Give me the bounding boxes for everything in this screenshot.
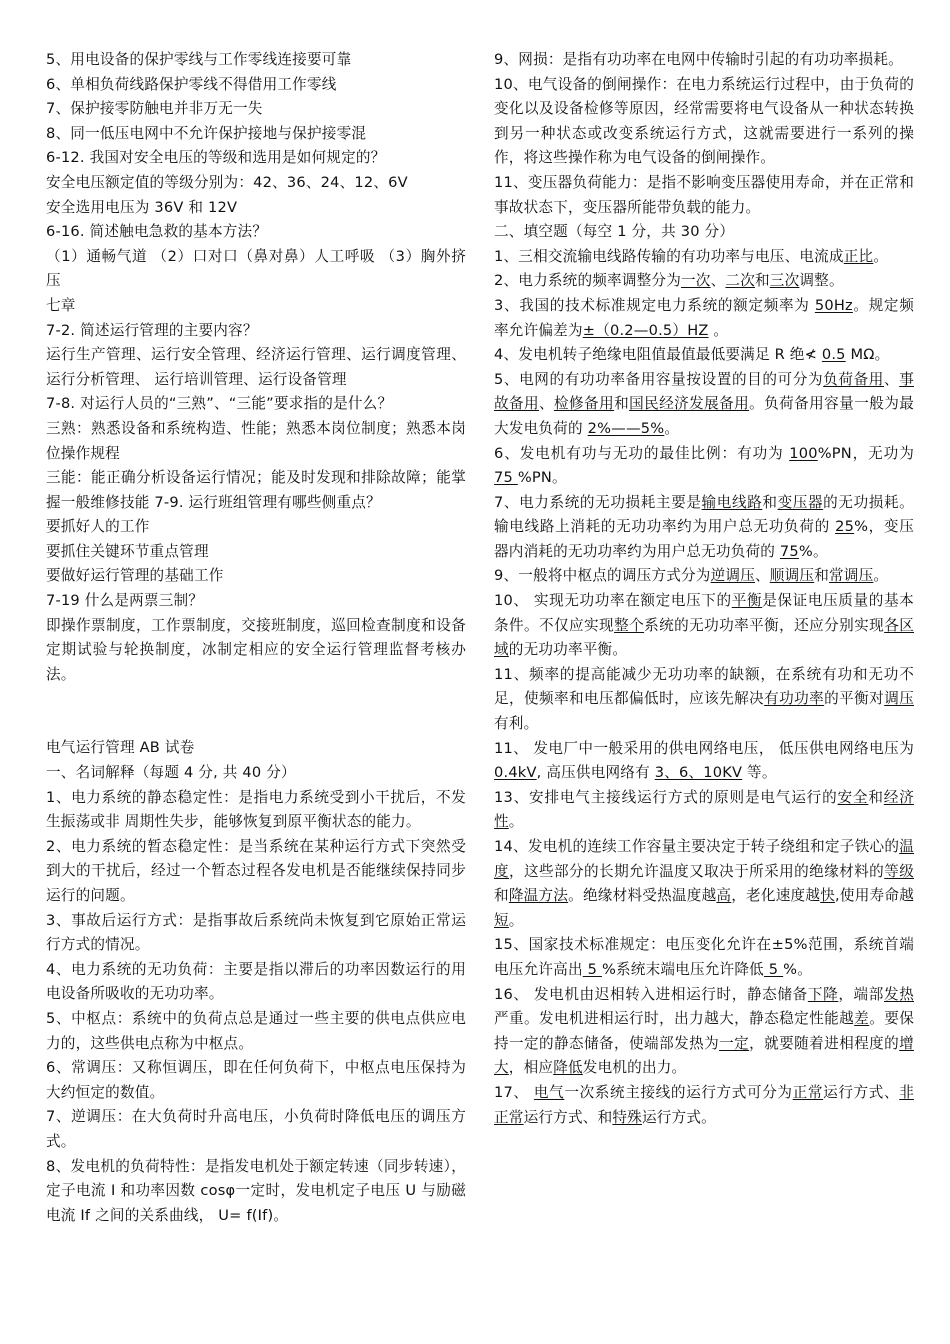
text-run: 3、我国的技术标准规定电力系统的额定频率为: [494, 296, 815, 314]
text-run: 的无功损耗。输电线路上消耗的无功功率约为用户总无功负荷的: [494, 493, 914, 536]
answer-blank: 安全: [837, 788, 869, 806]
text-run: 4、发电机转子绝缘电阻值最值最低要满足 R 绝≮: [494, 346, 822, 364]
left-paragraph: 3、事故后运行方式：是指事故后系统尚未恢复到它原始正常运行方式的情况。: [46, 911, 466, 954]
answer-blank: 75: [494, 469, 518, 487]
text-run: 1、三相交流输电线路传输的有功功率与电压、电流成: [494, 247, 844, 265]
text-run: ，这些部分的长期允许温度又取决于所采用的绝缘材料的: [509, 862, 885, 880]
text-run: 。: [508, 813, 524, 831]
answer-blank: 正比: [843, 247, 874, 265]
right-paragraph: [494, 343, 914, 368]
left-paragraph: 8、同一低压电网中不允许保护接地与保护接零混: [46, 124, 367, 142]
right-paragraph: [494, 220, 914, 245]
text-run: 。要保持一定的静态储备，使端部发热为: [494, 1010, 914, 1052]
answer-blank: 各区域: [494, 616, 914, 659]
right-paragraph: [494, 589, 914, 663]
left-paragraph: 七章: [46, 296, 76, 314]
answer-blank: 国民经济发展备用: [629, 395, 750, 413]
text-run: 6、发电机有功与无功的最佳比例：有功为: [494, 444, 790, 462]
answer-blank: 正常: [792, 1083, 824, 1101]
left-paragraph: 5、中枢点：系统中的负荷点总是通过一些主要的供电点供应电力的，这些供电点称为中枢点。: [46, 1009, 466, 1052]
right-paragraph: [494, 564, 914, 589]
text-run: 和: [614, 395, 630, 413]
text-run: 。: [708, 321, 729, 339]
answer-blank: 负荷备用: [823, 370, 884, 388]
text-run: ，相应: [508, 1059, 554, 1077]
answer-blank: 调压: [884, 690, 914, 708]
left-paragraph: 6、单相负荷线路保护零线不得借用工作零线: [46, 75, 337, 93]
answer-blank: 一次: [681, 272, 711, 290]
text-run: 、: [710, 272, 726, 290]
answer-blank: 发热: [883, 985, 914, 1003]
left-paragraph: 6-16. 简述触电急救的基本方法？: [46, 223, 268, 241]
text-run: ，就要随着进相程度的: [749, 1034, 900, 1052]
left-paragraph: 6-12. 我国对安全电压的等级和选用是如何规定的？: [46, 149, 386, 167]
left-paragraph: 1、电力系统的静态稳定性：是指电力系统受到小干扰后，不发生振荡或非 周期性失步，能够恢复到原平衡状态的能力。: [46, 788, 466, 831]
answer-blank: 100: [789, 444, 818, 462]
left-paragraph: 安全选用电压为 36V 和 12V: [46, 198, 238, 216]
left-paragraph: 一、名词解释（每题 4 分, 共 40 分）: [46, 764, 296, 782]
answer-blank: 有功功率: [764, 690, 825, 708]
left-paragraph: 电气运行管理 AB 试卷: [46, 739, 195, 757]
text-run: 13、安排电气主接线运行方式的原则是电气运行的: [494, 788, 838, 806]
text-run: 10、 实现无功功率在额定电压下的: [494, 592, 732, 610]
text-run: 14、发电机的连续工作容量主要决定于转子绕组和定子铁心的: [494, 838, 900, 855]
right-paragraph: [494, 245, 914, 270]
left-paragraph: 5、用电设备的保护零线与工作零线连接要可靠: [46, 51, 352, 68]
answer-blank: 非正常: [494, 1083, 914, 1126]
text-run: 有利。: [494, 715, 539, 733]
text-run: 严重。发电机进相运行时，出力越大，静态稳定性能越: [494, 1010, 855, 1028]
text-run: 的无功功率平衡。: [508, 641, 628, 659]
text-run: 运行方式。: [641, 1108, 716, 1126]
text-run: 运行方式、和: [523, 1108, 613, 1126]
left-paragraph: 要做好运行管理的基础工作: [46, 567, 224, 585]
text-run: 和: [762, 493, 778, 511]
answer-blank: 三次: [769, 272, 800, 290]
text-run: 一次系统主接线的运行方式可分为: [564, 1083, 793, 1101]
text-run: 、: [884, 370, 900, 388]
right-paragraph: [494, 786, 914, 835]
left-paragraph: 三熟：熟悉设备和系统构造、性能；熟悉本岗位制度；熟悉本岗位操作规程: [46, 419, 466, 462]
answer-blank: 特殊: [612, 1108, 642, 1126]
answer-blank: 25: [835, 518, 855, 536]
left-paragraph: 8、发电机的负荷特性：是指发电机处于额定转速（同步转速），定子电流 I 和功率因数 cosφ一定时，发电机定子电压 U 与励磁电流 If 之间的关系曲线， U= f(If)。: [46, 1157, 466, 1224]
text-run: 、: [539, 395, 555, 413]
answer-blank: 整个: [614, 616, 645, 634]
answer-blank: 经济性: [494, 788, 915, 831]
left-paragraph: 要抓住关键环节重点管理: [46, 542, 209, 560]
answer-blank: 常调压: [828, 567, 874, 585]
text-run: 。: [873, 567, 889, 585]
text-run: 11、变压器负荷能力：是指不影响变压器使用寿命，并在正常和事故状态下，变压器所能带负载的能力。: [494, 173, 914, 216]
answer-blank: 差: [854, 1010, 870, 1028]
right-column: [494, 48, 914, 1130]
text-run: 调整。: [799, 272, 844, 290]
left-paragraph: 7-19 什么是两票三制？: [46, 592, 204, 610]
section-gap: [46, 687, 466, 736]
right-paragraph: [494, 983, 914, 1081]
text-run: 。: [664, 419, 680, 437]
left-paragraph: 运行生产管理、运行安全管理、经济运行管理、运行调度管理、运行分析管理、 运行培训管理、运行设备管理: [46, 346, 466, 388]
left-paragraph: 7-8. 对运行人员的“三熟”、“三能”要求指的是什么？: [46, 395, 393, 413]
text-run: 是保证电压质量的基本条件。不仅应实现: [494, 592, 914, 634]
text-run: 和: [814, 567, 829, 585]
right-paragraph: [494, 269, 914, 294]
left-paragraph: 即操作票制度，工作票制度，交接班制度，巡回检查制度和设备定期试验与轮换制度，冰制定相应的安全运行管理监督考核办法。: [46, 616, 466, 683]
answer-blank: 电气: [533, 1083, 565, 1101]
right-paragraph: [494, 171, 914, 220]
answer-blank: 快: [820, 887, 836, 905]
text-run: MΩ。: [845, 346, 890, 364]
text-run: ，端部: [838, 985, 884, 1003]
answer-blank: 2%——5%: [587, 419, 665, 437]
answer-blank: 一定: [719, 1034, 750, 1052]
answer-blank: 增大: [494, 1034, 914, 1077]
answer-blank: 3、6、10KV: [654, 764, 743, 782]
text-run: 9、一般将中枢点的调压方式分为: [494, 567, 711, 585]
answer-blank: 顺调压: [769, 567, 815, 585]
left-paragraph: 6、常调压：又称恒调压，即在任何负荷下，中枢点电压保持为大约恒定的数值。: [46, 1059, 466, 1101]
answer-blank: 温度: [494, 838, 914, 880]
answer-blank: 降低: [553, 1059, 583, 1077]
text-run: 。规定频率允许偏差为: [494, 296, 914, 339]
text-run: %PN，无功为: [817, 444, 914, 462]
text-run: 的平衡对: [824, 690, 885, 708]
answer-blank: 5: [582, 960, 602, 978]
text-run: 和: [755, 272, 770, 290]
answer-blank: 等级: [884, 862, 914, 880]
right-paragraph: [494, 491, 914, 565]
text-run: 11、 发电厂中一般采用的供电网络电压， 低压供电网络电压为: [494, 739, 914, 757]
text-run: , 高压供电网络有: [536, 764, 655, 782]
right-paragraph: [494, 48, 914, 73]
answer-blank: 平衡: [731, 592, 763, 610]
left-paragraph: （1）通畅气道 （2）口对口（鼻对鼻）人工呼吸 （3）胸外挤压: [46, 247, 466, 290]
answer-blank: 0.5: [821, 346, 846, 364]
left-paragraph: 7、保护接零防触电并非万无一失: [46, 100, 263, 118]
text-run: 。: [873, 247, 889, 265]
right-paragraph: [494, 294, 914, 343]
answer-blank: 输电线路: [701, 493, 763, 511]
left-paragraph: 2、电力系统的暂态稳定性：是当系统在某种运行方式下突然受到大的干扰后，经过一个暂态过程各发电机是否能继续保持同步运行的问题。: [46, 837, 466, 904]
answer-blank: 0.4kV: [494, 764, 537, 782]
text-run: ，老化速度越: [731, 887, 821, 905]
right-paragraph: [494, 737, 914, 786]
text-run: %，变压器内消耗的无功功率约为用户总无功负荷的: [494, 518, 914, 560]
left-paragraph: 7、逆调压：在大负荷时升高电压，小负荷时降低电压的调压方式。: [46, 1108, 466, 1150]
left-paragraph: 4、电力系统的无功负荷：主要是指以滞后的功率因数运行的用电设备所吸收的无功功率。: [46, 960, 466, 1003]
right-paragraph: [494, 442, 914, 491]
answer-blank: 高: [716, 887, 732, 905]
answer-blank: ±（0.2—0.5）HZ: [582, 321, 709, 339]
answer-blank: 50Hz: [814, 296, 853, 314]
answer-blank: 降温方法: [508, 887, 569, 905]
text-run: 运行方式、: [823, 1083, 900, 1101]
answer-blank: 二次: [725, 272, 755, 290]
text-run: %PN。: [517, 469, 567, 487]
text-run: ,使用寿命越: [835, 887, 914, 905]
right-paragraph: [494, 835, 914, 933]
text-run: 二、填空题（每空 1 分，共 30 分）: [494, 223, 735, 241]
text-run: 9、网损：是指有功功率在电网中传输时引起的有功功率损耗。: [494, 51, 903, 68]
text-run: 15、国家技术标准规定：电压变化允许在±5%范围，系统首端电压允许高出: [494, 936, 914, 978]
text-run: 等。: [742, 764, 777, 782]
text-run: 和: [868, 788, 884, 806]
answer-blank: 短: [494, 911, 509, 929]
text-run: 7、电力系统的无功损耗主要是: [494, 493, 702, 511]
text-run: 17、: [494, 1083, 534, 1101]
answer-blank: 事故备用: [494, 370, 915, 413]
text-run: 、: [755, 567, 770, 585]
right-paragraph: [494, 73, 914, 171]
right-paragraph: [494, 368, 914, 442]
text-run: %。: [783, 960, 812, 978]
answer-blank: 下降: [807, 985, 839, 1003]
text-run: %。: [798, 542, 828, 560]
left-paragraph: 三能：能正确分析设备运行情况；能及时发现和排除故障；能掌握一般维修技能 7-9. 运行班组管理有哪些侧重点？: [46, 469, 466, 511]
right-paragraph: [494, 663, 914, 737]
text-run: 10、电气设备的倒闸操作：在电力系统运行过程中，由于负荷的变化以及设备检修等原因，经常需要将电气设备从一种状态转换到另一种状态或改变系统运行方式，这就需要进行一系列的操作，将这些操作称为电气设备的倒闸操作。: [494, 75, 914, 167]
left-paragraph: 要抓好人的工作: [46, 518, 150, 536]
text-run: 。: [508, 911, 524, 929]
text-run: 11、频率的提高能减少无功功率的缺额，在系统有功和无功不足，使频率和电压都偏低时，应该先解决: [494, 665, 914, 708]
left-paragraph: 7-2. 简述运行管理的主要内容？: [46, 321, 258, 339]
text-run: 。负荷备用容量一般为最大发电负荷的: [494, 395, 915, 437]
text-run: 发电机的出力。: [582, 1059, 687, 1077]
answer-blank: 75: [779, 542, 799, 560]
right-paragraph: [494, 933, 914, 982]
text-run: 2、电力系统的频率调整分为: [494, 272, 682, 290]
left-column: [46, 48, 466, 1228]
answer-blank: 5: [763, 960, 784, 978]
left-paragraph: 安全电压额定值的等级分别为：42、36、24、12、6V: [46, 173, 408, 191]
text-run: 。绝缘材料受热温度越: [568, 887, 717, 905]
answer-blank: 检修备用: [554, 395, 615, 413]
text-run: 5、电网的有功功率备用容量按设置的目的可分为: [494, 370, 824, 388]
text-run: 16、 发电机由迟相转入进相运行时，静态储备: [494, 985, 808, 1003]
text-run: 系统的无功功率平衡，还应分别实现: [644, 616, 885, 634]
right-paragraph: [494, 1081, 914, 1130]
answer-blank: 逆调压: [710, 567, 755, 585]
text-run: %系统末端电压允许降低: [601, 960, 764, 978]
answer-blank: 变压器: [777, 493, 824, 511]
text-run: 和: [494, 887, 509, 905]
